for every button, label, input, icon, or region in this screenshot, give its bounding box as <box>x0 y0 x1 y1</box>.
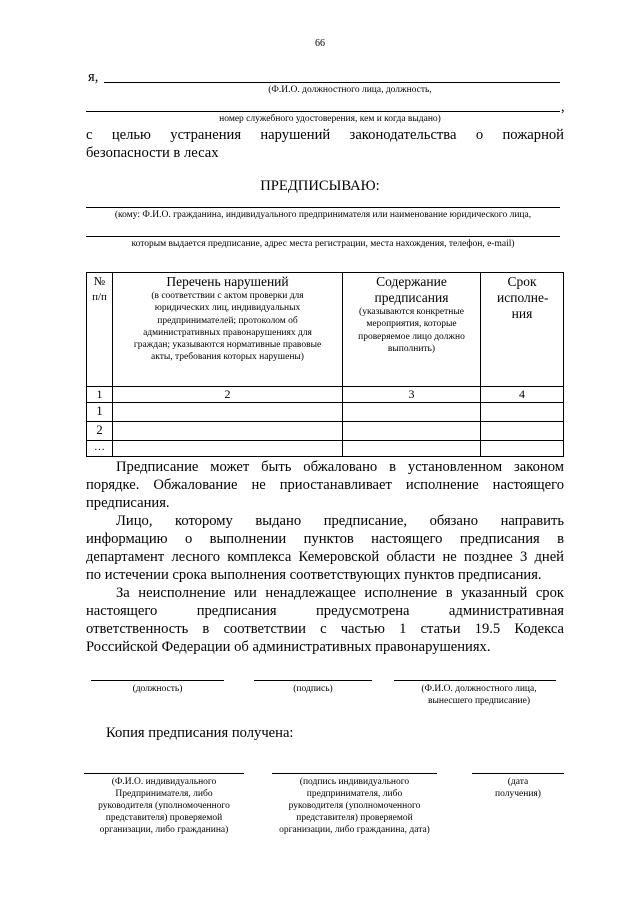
certificate-line[interactable] <box>86 111 560 112</box>
caption-line: (Ф.И.О. индивидуального <box>111 777 217 787</box>
p3-line-4: Российской Федерации об административных правонарушениях. <box>86 639 491 655</box>
column-number: 2 <box>113 387 343 403</box>
receipt-fio-line[interactable] <box>84 773 244 774</box>
content-cell[interactable] <box>343 422 481 441</box>
official-fio-caption-2: вынесшего предписание) <box>428 696 530 706</box>
position-line[interactable] <box>91 680 224 681</box>
caption-line: предпринимателя, либо <box>306 789 403 799</box>
header-violations <box>113 273 343 387</box>
caption-line: представителя) проверяемой <box>105 813 223 823</box>
trailing-comma: , <box>561 99 565 115</box>
caption-line: получения) <box>495 789 541 799</box>
certificate-hint: номер служебного удостоверения, кем и когда выдано) <box>219 114 441 124</box>
violation-cell[interactable] <box>113 441 343 457</box>
column-number: 1 <box>87 387 113 403</box>
signature-line[interactable] <box>254 680 372 681</box>
column-number: 4 <box>481 387 564 403</box>
caption-line: (подпись индивидуального <box>299 777 410 787</box>
p1-line-1: Предписание может быть обжаловано в установленном законом <box>116 459 564 475</box>
header-violations-main: Перечень нарушений <box>166 274 289 289</box>
p2-line-2: информацию о выполнении пунктов настоящего предписания в <box>86 531 564 547</box>
purpose-line-1: с целью устранения нарушений законодательства о пожарной <box>86 127 564 143</box>
deadline-cell[interactable] <box>481 403 564 422</box>
p1-line-3: предписания. <box>86 495 170 511</box>
violations-table <box>86 272 564 457</box>
caption-line: (дата <box>507 777 529 787</box>
caption-line: Предпринимателя, либо <box>115 789 213 799</box>
header-deadline <box>481 273 564 387</box>
row-number: … <box>87 441 113 457</box>
header-content-sub: (указываются конкретные мероприятия, которые проверяемое лицо должно выполнить) <box>358 307 465 354</box>
column-number-row <box>87 387 564 403</box>
header-content <box>343 273 481 387</box>
caption-line: организации, либо гражданина, дата) <box>279 825 430 835</box>
receipt-date-caption <box>472 776 564 800</box>
p2-line-3: департамент лесного комплекса Кемеровской области не позднее 3 дней <box>86 549 564 565</box>
official-name-line[interactable] <box>104 82 560 83</box>
page-number: 66 <box>315 38 325 49</box>
recipient-hint-1: (кому: Ф.И.О. гражданина, индивидуального предпринимателя или наименование юридического лица, <box>114 210 532 220</box>
deadline-cell[interactable] <box>481 441 564 457</box>
caption-line: руководителя (уполномоченного <box>288 801 421 811</box>
column-number: 3 <box>343 387 481 403</box>
recipient-line-1[interactable] <box>86 207 560 208</box>
receipt-sign-caption <box>262 776 447 836</box>
p2-line-4: по истечении срока выполнения соответствующих пунктов предписания. <box>86 567 542 583</box>
header-violations-sub: (в соответствии с актом проверки для юридических лиц, индивидуальных предпринимателей; протоколом об административных правонарушениях для граждан; указываются нормативные правовые акты, требования которых нарушены) <box>133 291 322 363</box>
table-row[interactable] <box>87 403 564 422</box>
caption-line: организации, либо гражданина) <box>99 825 229 835</box>
header-deadline-main: Срок исполне-ния <box>497 274 549 321</box>
p3-line-1: За неисполнение или ненадлежащее исполнение в указанный срок <box>116 585 564 601</box>
violation-cell[interactable] <box>113 422 343 441</box>
ya-label: я, <box>88 69 99 85</box>
table-row[interactable] <box>87 422 564 441</box>
p1-line-2: порядке. Обжалование не приостанавливает исполнение настоящего <box>86 477 564 493</box>
recipient-line-2[interactable] <box>86 236 560 237</box>
receipt-sign-line[interactable] <box>272 773 437 774</box>
table-row[interactable] <box>87 441 564 457</box>
caption-line: руководителя (уполномоченного <box>98 801 230 811</box>
table-header-row <box>87 273 564 387</box>
receipt-date-line[interactable] <box>472 773 564 774</box>
header-content-main: Содержание предписания <box>374 274 449 305</box>
content-cell[interactable] <box>343 403 481 422</box>
p3-line-3: ответственность в соответствии с частью 1 статьи 19.5 Кодекса <box>86 621 564 637</box>
p2-line-1: Лицо, которому выдано предписание, обязано направить <box>116 513 564 529</box>
page-title: ПРЕДПИСЫВАЮ: <box>260 178 380 194</box>
official-fio-line[interactable] <box>394 680 556 681</box>
official-hint: (Ф.И.О. должностного лица, должность, <box>268 85 432 95</box>
caption-line: представителя) проверяемой <box>296 813 413 823</box>
violation-cell[interactable] <box>113 403 343 422</box>
signature-caption: (подпись) <box>293 684 333 694</box>
header-num-main: № <box>93 274 106 288</box>
p3-line-2: настоящего предписания предусмотрена административная <box>86 603 564 619</box>
official-fio-caption-1: (Ф.И.О. должностного лица, <box>421 684 537 694</box>
header-num-sub: п/п <box>92 291 107 303</box>
recipient-hint-2: которым выдается предписание, адрес места регистрации, места нахождения, телефон, e-mail) <box>131 239 515 249</box>
header-num <box>87 273 113 387</box>
deadline-cell[interactable] <box>481 422 564 441</box>
row-number: 2 <box>87 422 113 441</box>
content-cell[interactable] <box>343 441 481 457</box>
row-number: 1 <box>87 403 113 422</box>
receipt-fio-caption <box>84 776 244 836</box>
position-caption: (должность) <box>132 684 183 694</box>
copy-received-label: Копия предписания получена: <box>106 725 294 741</box>
purpose-line-2: безопасности в лесах <box>86 145 219 161</box>
